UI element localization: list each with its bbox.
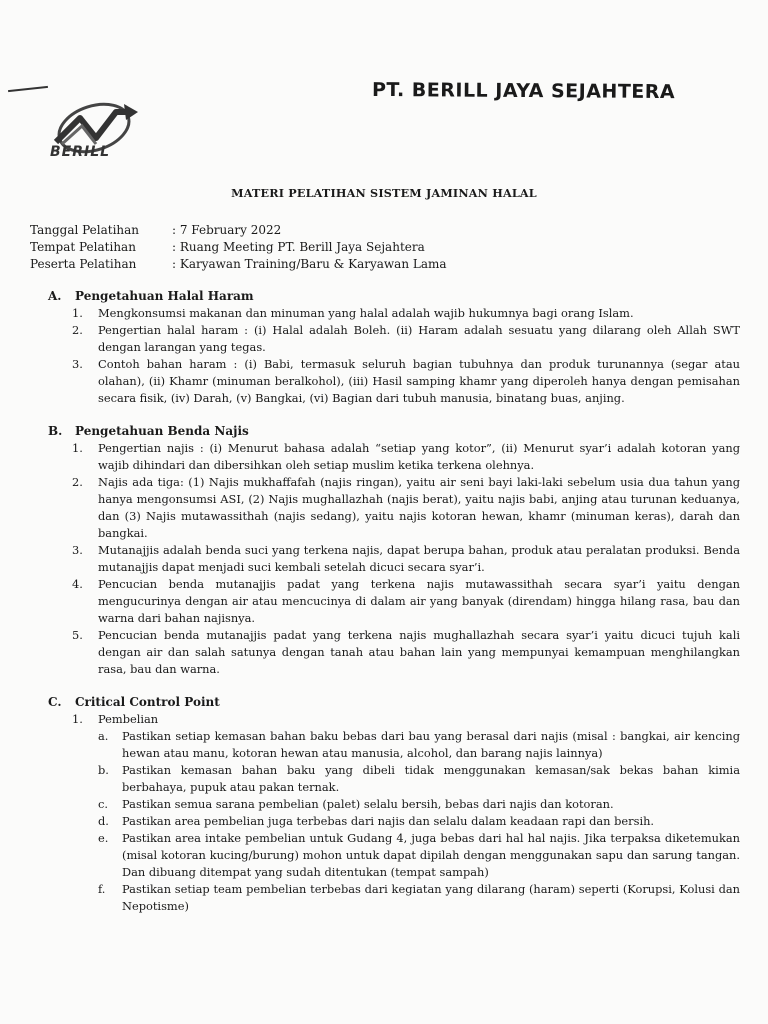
info-label: Tempat Pelatihan xyxy=(30,240,136,254)
info-row-date xyxy=(30,222,447,239)
info-row-place xyxy=(30,239,447,256)
numbered-list xyxy=(48,440,740,678)
section-benda-najis xyxy=(48,423,740,678)
list-item: 1. Pembelian xyxy=(72,712,159,726)
list-item: 1. Mengkonsumsi makanan dan minuman yang halal adalah wajib hukumnya bagi orang Islam. xyxy=(72,306,634,320)
section-heading: B. Pengetahuan Benda Najis xyxy=(48,424,249,438)
info-row-participants xyxy=(30,256,447,273)
numbered-list xyxy=(48,711,740,915)
info-label: Tanggal Pelatihan xyxy=(30,223,140,237)
section-halal-haram xyxy=(48,288,740,407)
list-item: 1. Pengertian najis : (i) Menurut bahasa adalah “setiap yang kotor”, (ii) Menurut syar’i adalah kotoran yang wajib dihindari dan dibersihkan oleh setiap muslim ketika terkena olehnya. xyxy=(72,441,740,472)
logo-wordmark: BERILL xyxy=(50,144,111,160)
info-label: Peserta Pelatihan xyxy=(30,257,137,271)
sub-list-item: c. Pastikan semua sarana pembelian (palet) selalu bersih, bebas dari najis dan kotoran. xyxy=(98,797,614,811)
sub-list-item: b. Pastikan kemasan bahan baku yang dibeli tidak menggunakan kemasan/sak bekas bahan kimia berbahaya, pupuk atau pakan ternak. xyxy=(98,763,740,794)
list-item: 5. Pencucian benda mutanajjis padat yang terkena najis mughallazhah secara syar’i yaitu dicuci tujuh kali dengan air dan salah satunya dengan tanah atau bahan lain yang mempunyai kemampuan menghilangkan rasa, bau dan warna. xyxy=(72,628,740,676)
list-item: 3. Mutanajjis adalah benda suci yang terkena najis, dapat berupa bahan, produk atau peralatan produksi. Benda mutanajjis dapat menjadi suci kembali setelah dicuci secara syar’i. xyxy=(72,543,740,574)
sub-list-item: d. Pastikan area pembelian juga terbebas dari najis dan selalu dalam keadaan rapi dan bersih. xyxy=(98,814,655,828)
sub-list-item: a. Pastikan setiap kemasan bahan baku bebas dari bau yang berasal dari najis (misal : bangkai, air kencing hewan atau manu, kotoran hewan atau manusia, alcohol, dan barang najis lainnya) xyxy=(98,729,740,760)
section-critical-control-point xyxy=(48,694,740,915)
info-value: : 7 February 2022 xyxy=(172,223,282,237)
list-item: 2. Najis ada tiga: (1) Najis mukhaffafah (najis ringan), yaitu air seni bayi laki-laki sebelum usia dua tahun yang hanya mengonsumsi ASI, (2) Najis mughallazhah (najis berat), yaitu najis babi, anjing atau turunan keduanya, dan (3) Najis mutawassithah (najis sedang), yaitu najis kotoran hewan, khamr (minuman keras), darah dan bangkai. xyxy=(72,475,740,540)
list-item: 2. Pengertian halal haram : (i) Halal adalah Boleh. (ii) Haram adalah sesuatu yang dilarang oleh Allah SWT dengan larangan yang tegas. xyxy=(72,323,740,354)
list-item: 4. Pencucian benda mutanajjis padat yang terkena najis mutawassithah secara syar’i yaitu dengan mengucurinya dengan air atau mencucinya di dalam air yang banyak (direndam) hingga hilang rasa, bau dan warna dari bahan najisnya. xyxy=(72,577,740,625)
sub-list-item: f. Pastikan setiap team pembelian terbebas dari kegiatan yang dilarang (haram) seperti (Korupsi, Kolusi dan Nepotisme) xyxy=(98,882,740,913)
section-heading: A. Pengetahuan Halal Haram xyxy=(48,289,254,303)
section-heading: C. Critical Control Point xyxy=(48,695,220,709)
document-title: MATERI PELATIHAN SISTEM JAMINAN HALAL xyxy=(231,186,537,200)
sub-list-item: e. Pastikan area intake pembelian untuk Gudang 4, juga bebas dari hal hal najis. Jika terpaksa diketemukan (misal kotoran kucing/burung) mohon untuk dapat dipilah dengan menggunakan sapu dan sarung tangan. Dan dibuang ditempat yang sudah ditentukan (tempat sampah) xyxy=(98,831,740,879)
numbered-list xyxy=(48,305,740,407)
info-value: : Karyawan Training/Baru & Karyawan Lama xyxy=(172,257,447,271)
document-body xyxy=(48,288,740,931)
stray-pen-mark xyxy=(8,86,48,92)
list-item: 3. Contoh bahan haram : (i) Babi, termasuk seluruh bagian tubuhnya dan produk turunannya (segar atau olahan), (ii) Khamr (minuman beralkohol), (iii) Hasil samping khamr yang diperoleh hanya dengan pemisahan secara fisik, (iv) Darah, (v) Bangkai, (vi) Bagian dari tubuh manusia, binatang buas, anjing. xyxy=(72,357,740,405)
company-name: PT. BERILL JAYA SEJAHTERA xyxy=(371,78,676,104)
info-value: : Ruang Meeting PT. Berill Jaya Sejahtera xyxy=(172,240,425,254)
training-info xyxy=(30,222,447,273)
